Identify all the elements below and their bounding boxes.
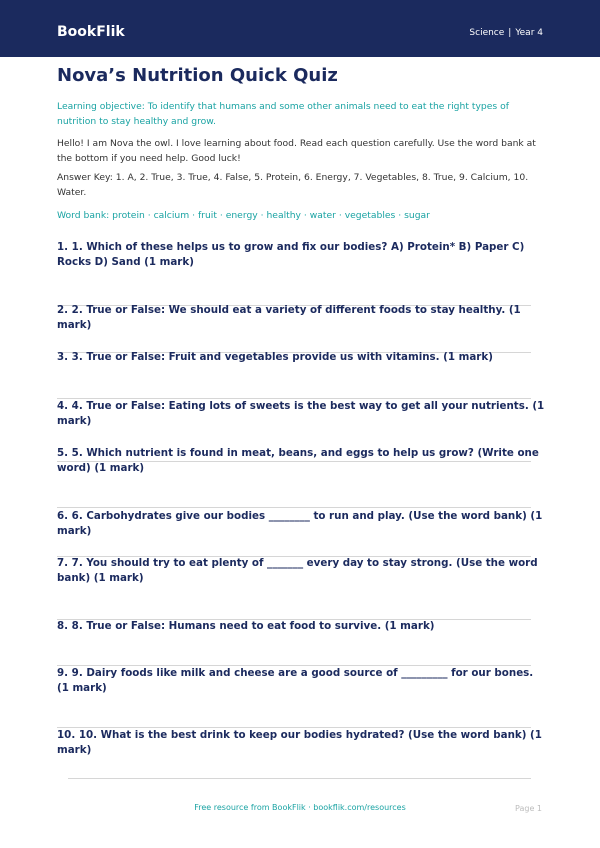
question-8: 8. 8. True or False: Humans need to eat food to survive. (1 mark): [57, 620, 435, 632]
word-bank: Word bank: protein · calcium · fruit · energy · healthy · water · vegetables · sugar: [57, 210, 430, 221]
question-5: 5. 5. Which nutrient is found in meat, beans, and eggs to help us grow? (Write one word) (1 mark): [57, 447, 539, 474]
footer-credit: Free resource from BookFlik · bookflik.com/resources: [194, 803, 406, 812]
question-1: 1. 1. Which of these helps us to grow and fix our bodies? A) Protein* B) Paper C) Rocks D) Sand (1 mark): [57, 241, 525, 268]
question-2: 2. 2. True or False: We should eat a variety of different foods to stay healthy. (1 mark): [57, 304, 521, 331]
answer-key: Answer Key: 1. A, 2. True, 3. True, 4. False, 5. Protein, 6. Energy, 7. Vegetables, 8. True, 9. Calcium, 10. Water.: [57, 172, 529, 198]
learning-objective: Learning objective: To identify that humans and some other animals need to eat the right types of nutrition to stay healthy and grow.: [57, 101, 509, 127]
intro-text: Hello! I am Nova the owl. I love learning about food. Read each question carefully. Use the word bank at the bottom if you need help. Good luck!: [57, 138, 536, 164]
header-bar: [0, 0, 600, 57]
page-number: Page 1: [515, 804, 542, 813]
header-separator: |: [508, 28, 512, 38]
footer-divider: [68, 778, 531, 779]
question-4: 4. 4. True or False: Eating lots of sweets is the best way to get all your nutrients. (1 mark): [57, 400, 545, 427]
subject-label: Science: [469, 28, 505, 38]
question-3: 3. 3. True or False: Fruit and vegetables provide us with vitamins. (1 mark): [57, 351, 493, 363]
question-7: 7. 7. You should try to eat plenty of _______ every day to stay strong. (Use the word bank) (1 mark): [57, 557, 538, 584]
question-10: 10. 10. What is the best drink to keep our bodies hydrated? (Use the word bank) (1 mark): [57, 729, 542, 756]
year-label: Year 4: [515, 28, 543, 38]
subject-year-label: [469, 27, 543, 39]
brand-logo: BookFlik: [57, 24, 125, 40]
question-6: 6. 6. Carbohydrates give our bodies ________ to run and play. (Use the word bank) (1 mark): [57, 510, 543, 537]
question-9: 9. 9. Dairy foods like milk and cheese are a good source of _________ for our bones. (1 mark): [57, 667, 534, 694]
page-title: Nova’s Nutrition Quick Quiz: [57, 65, 338, 86]
answer-line-5: [57, 507, 531, 508]
